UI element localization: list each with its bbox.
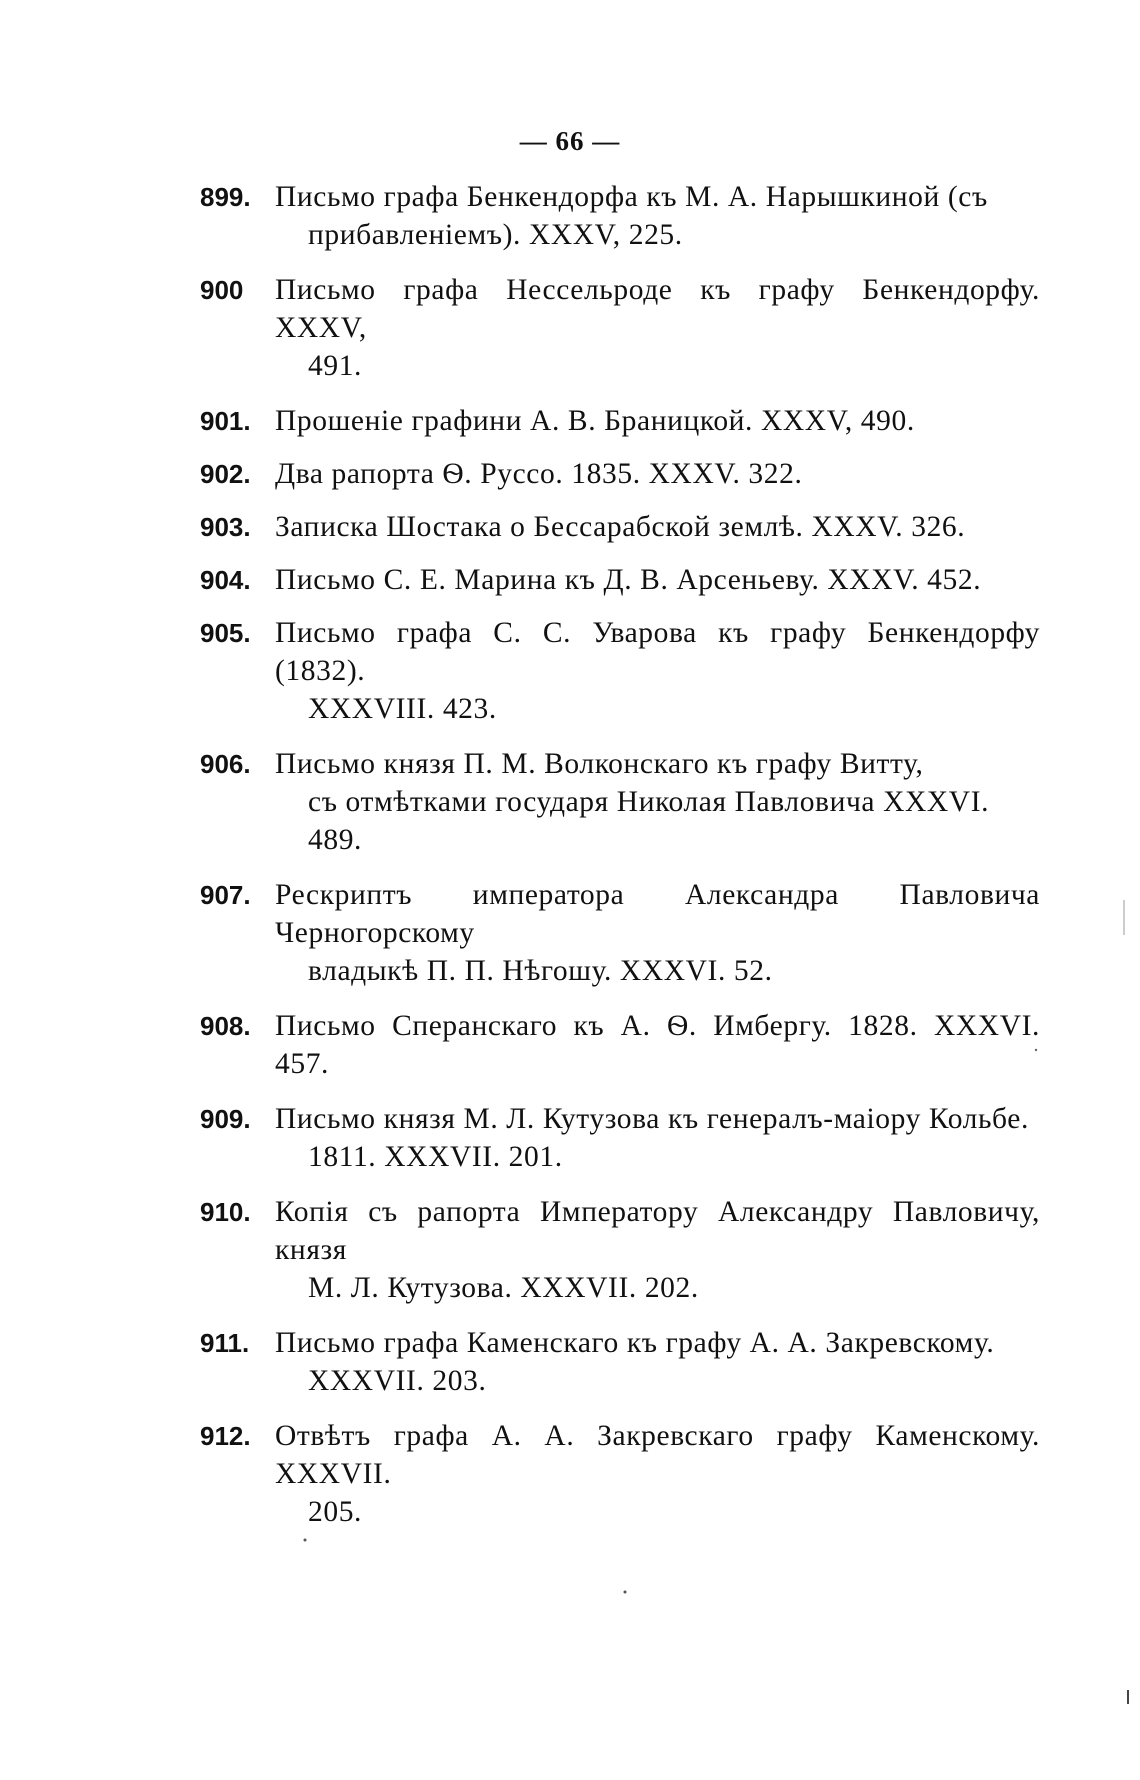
entry-909 [200, 1100, 1040, 1176]
entry-line-2: 491. [308, 350, 363, 382]
entry-line-2: 1811. XXXVII. 201. [308, 1141, 563, 1173]
entry-904 [200, 561, 1040, 599]
entry-number: 899. [200, 182, 251, 212]
entry-line-1: Письмо графа Нессельроде къ графу Бенкендорфу. XXXV, [275, 274, 1040, 344]
entry-number: 911. [200, 1328, 250, 1358]
entry-line-1: Письмо князя П. М. Волконскаго къ графу Витту, [275, 748, 924, 780]
entry-line-1: Отвѣтъ графа А. А. Закревскаго графу Каменскому. XXXVII. [275, 1420, 1040, 1490]
entry-line-2: XXXVIII. 423. [308, 693, 497, 725]
entry-line-2: владыкѣ П. П. Нѣгошу. XXXVI. 52. [308, 955, 773, 987]
entry-line-2: 205. [308, 1496, 363, 1528]
entry-number: 901. [200, 406, 251, 436]
entry-line-1: Письмо графа Каменскаго къ графу А. А. Закревскому. [275, 1327, 995, 1359]
entry-line-1: Записка Шостака о Бессарабской землѣ. XXXV. 326. [275, 511, 966, 543]
entry-901 [200, 402, 1040, 440]
entry-902 [200, 455, 1040, 493]
entry-line-1: Письмо С. Е. Марина къ Д. В. Арсеньеву. XXXV. 452. [275, 564, 982, 596]
entry-line-2: XXXVII. 203. [308, 1365, 487, 1397]
entry-number: 905. [200, 618, 251, 648]
entry-900 [200, 271, 1040, 385]
entry-number: 903. [200, 512, 251, 542]
entry-number: 912. [200, 1421, 251, 1451]
entry-list [200, 178, 1040, 1548]
entry-906 [200, 745, 1040, 859]
entry-number: 906. [200, 749, 251, 779]
entry-line-2: съ отмѣтками государя Николая Павловича XXXVI. 489. [308, 786, 990, 856]
entry-number: 908. [200, 1011, 251, 1041]
entry-line-2: М. Л. Кутузова. XXXVII. 202. [308, 1272, 699, 1304]
entry-line-1: Письмо графа Бенкендорфа къ М. А. Нарышкиной (съ [275, 181, 988, 213]
entry-line-1: Письмо графа С. С. Уварова къ графу Бенкендорфу (1832). [275, 617, 1040, 687]
entry-907 [200, 876, 1040, 990]
entry-line-1: Письмо князя М. Л. Кутузова къ генералъ-маіору Кольбе. [275, 1103, 1029, 1135]
entry-number: 910. [200, 1197, 251, 1227]
entry-912 [200, 1417, 1040, 1531]
entry-line-1: Два рапорта Ѳ. Руссо. 1835. XXXV. 322. [275, 458, 803, 490]
entry-number: 909. [200, 1104, 251, 1134]
page-number: — 66 — [519, 126, 621, 156]
entry-number: 900 [200, 275, 244, 305]
scan-speck [624, 1591, 627, 1594]
entry-911 [200, 1324, 1040, 1400]
entry-line-1: Прошеніе графини А. В. Браницкой. XXXV, 490. [275, 405, 915, 437]
entry-910 [200, 1193, 1040, 1307]
entry-908 [200, 1007, 1040, 1083]
entry-number: 907. [200, 880, 251, 910]
entry-903 [200, 508, 1040, 546]
entry-899 [200, 178, 1040, 254]
entry-line-2: прибавленіемъ). XXXV, 225. [308, 219, 683, 251]
entry-line-1: Рескриптъ императора Александра Павловича Черногорскому [275, 879, 1040, 949]
entry-905 [200, 614, 1040, 728]
entry-number: 904. [200, 565, 251, 595]
entry-line-1: Копія съ рапорта Императору Александру Павловичу, князя [275, 1196, 1040, 1266]
entry-line-1: Письмо Сперанскаго къ А. Ѳ. Имбергу. 1828. XXXVI. 457. [275, 1010, 1040, 1080]
entry-number: 902. [200, 459, 251, 489]
